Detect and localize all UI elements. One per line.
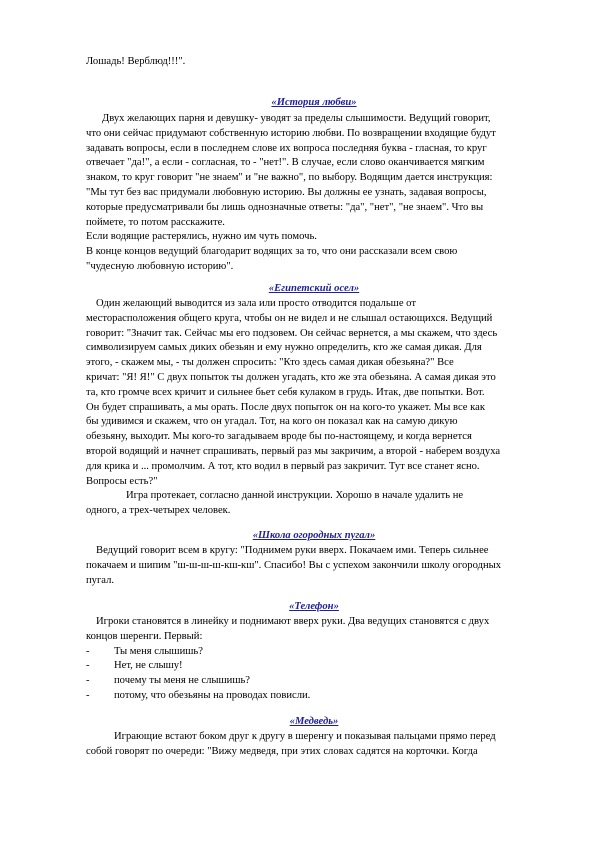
text-line: кричат: "Я! Я!" С двух попыток ты должен угадать, кто же эта обезьяна. А самая дикая это: [86, 371, 496, 383]
text-line: Если водящие растерялись, нужно им чуть помочь.: [86, 231, 317, 243]
text-line: знаком, то круг говорит "не знаем" и "не важно", по выбору. Водящим дается инструкция:: [86, 172, 493, 184]
list-item-text: потому, что обезьяны на проводах повисли.: [114, 689, 311, 701]
section-title-bear: «Медведь»: [289, 716, 339, 727]
text-line: говорит: "Значит так. Сейчас мы его подзовем. Он сейчас вернется, а мы скажем, что здесь: [86, 327, 498, 339]
text-line: Двух желающих парня и девушку- уводят за пределы слышимости. Ведущий говорит,: [102, 113, 491, 124]
section-title-egyptian-donkey: «Египетский осел»: [268, 283, 360, 294]
text-line: "чудесную любовную историю".: [86, 260, 234, 272]
list-item: [86, 674, 542, 689]
list-item-text: Ты меня слышишь?: [114, 645, 203, 657]
section-body-egyptian-donkey: [86, 297, 542, 519]
text-line: одного, а трех-четырех человек.: [86, 505, 231, 517]
list-item: [86, 689, 542, 704]
list-item: [86, 659, 542, 674]
text-line: Вопросы есть?": [86, 475, 158, 487]
text-line: покачаем и шипим "ш-ш-ш-ш-кш-кш". Спасибо! Вы с успехом закончили школу огородных: [86, 559, 502, 571]
text-line: В конце концов ведущий благодарит водящих за то, что они рассказали всем свою: [86, 246, 458, 258]
text-line: "Мы тут без вас придумали любовную историю. Вы должны ее узнать, задавая вопросы,: [86, 186, 487, 198]
text-line: Ведущий говорит всем в кругу: "Поднимем руки вверх. Покачаем ими. Теперь сильнее: [96, 545, 489, 556]
text-line: символизируем самых диких обезьян и ему нужно определить, кто же самая дикая. Для: [86, 342, 482, 354]
section-body-bear: [86, 730, 542, 760]
text-line: Игра протекает, согласно данной инструкции. Хорошо в начале удалить не: [126, 490, 464, 502]
text-line: Он будет спрашивать, а мы орать. После двух попыток он на кого-то укажет. Мы все как: [86, 401, 485, 413]
text-line: Играющие встают боком друг к другу в шеренгу и показывая пальцами прямо перед: [114, 731, 496, 742]
text-line: этого, - скажем мы, - ты должен спросить: "Кто здесь самая дикая обезьяна?" Все: [86, 357, 454, 369]
bullet-dash: -: [86, 675, 90, 687]
text-line: отвечает "да!", а если - согласная, то - "нет!". В случае, если слово оканчивается мягким: [86, 157, 485, 169]
text-line: бы удивимся и скажем, что он угадал. Тот, на кого он показал как на самую дикую: [86, 416, 458, 428]
section-title-scarecrow-school: «Школа огородных пугал»: [252, 530, 376, 541]
text-line: второй водящий и начнет спрашивать, первый раз мы закричим, а второй - наберем воздуха: [86, 445, 501, 457]
text-line: для крика и ... промолчим. А тот, кто водил в первый раз закричит. Тут все станет ясно.: [86, 460, 480, 472]
text-line: задавать вопросы, если в последнем слове их вопроса последняя буква - гласная, то круг: [86, 142, 487, 154]
bullet-dash: -: [86, 689, 90, 701]
section-title-love-story: «История любви»: [271, 97, 357, 108]
section-body-scarecrow-school: [86, 544, 542, 588]
text-line: что они сейчас придумают собственную историю любви. По возвращении входящие будут: [86, 127, 496, 139]
list-item-text: почему ты меня не слышишь?: [114, 675, 251, 687]
text-line: собой говорят по очереди: "Вижу медведя, при этих словах садятся на корточки. Когда: [86, 745, 478, 757]
list-item: [86, 645, 542, 660]
text-line: Лошадь! Верблюд!!!".: [86, 56, 186, 67]
bullet-dash: -: [86, 645, 90, 657]
text-line: пугал.: [86, 574, 115, 586]
text-line: та, кто громче всех кричит и сильнее бьет себя кулаком в грудь. Итак, две попытки. Вот.: [86, 386, 485, 398]
list-item-text: Нет, не слышу!: [114, 660, 183, 672]
text-line: Игроки становятся в линейку и поднимают вверх руки. Два ведущих становятся с двух: [96, 616, 490, 627]
text-line: поймете, то потом расскажите.: [86, 216, 225, 228]
text-line: концов шеренги. Первый:: [86, 630, 203, 642]
section-body-telephone: [86, 615, 542, 704]
section-title-telephone: «Телефон»: [289, 601, 339, 612]
text-line: месторасположения общего круга, чтобы он не видел и не слышал остающихся. Ведущий: [86, 312, 493, 324]
text-line: обезьяну, выходит. Мы кого-то загадываем вроде бы по-настоящему, и когда вернется: [86, 431, 472, 443]
text-line: Один желающий выводится из зала или просто отводится подальше от: [96, 298, 416, 309]
bullet-dash: -: [86, 660, 90, 672]
top-line: [86, 55, 542, 70]
section-body-love-story: [86, 112, 542, 275]
text-line: которые предусматривали бы лишь однозначные ответы: "да", "нет", "не знаем". Что вы: [86, 201, 484, 213]
